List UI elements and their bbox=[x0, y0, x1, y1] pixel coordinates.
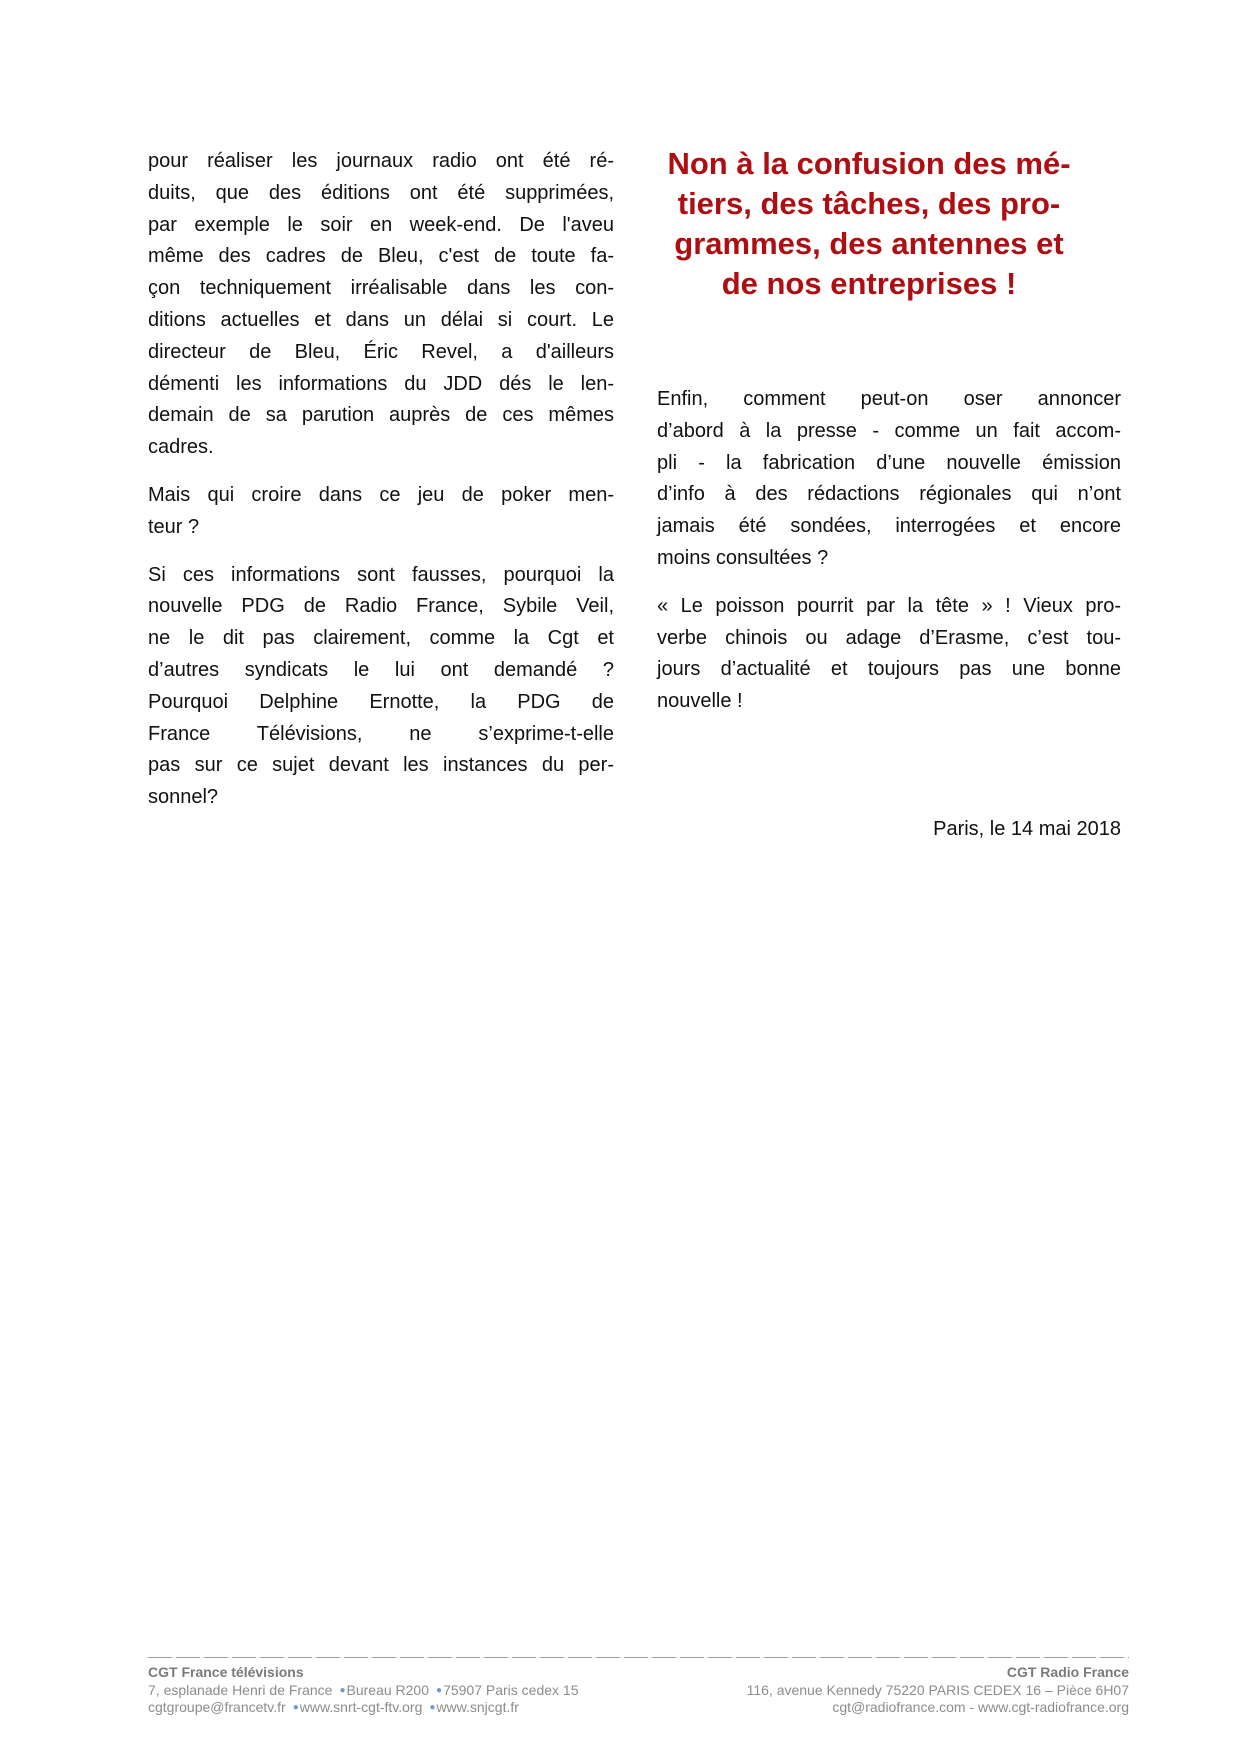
paragraph bbox=[148, 480, 614, 544]
paragraph bbox=[657, 384, 1121, 575]
text-line: France Télévisions, ne s’exprime-t-elle bbox=[148, 722, 614, 745]
text-line: ditions actuelles et dans un délai si court. Le bbox=[148, 308, 614, 331]
text-line: moins consultées ? bbox=[657, 546, 829, 569]
right-column-body bbox=[657, 384, 1121, 718]
text-line: cadres. bbox=[148, 436, 214, 459]
headline-line: de nos entreprises ! bbox=[721, 266, 1017, 301]
text-line: démenti les informations du JDD dés le len- bbox=[148, 372, 614, 395]
bullet-icon: ● bbox=[339, 1684, 346, 1696]
paragraph bbox=[148, 560, 614, 814]
text-line: sonnel? bbox=[148, 786, 219, 809]
text-line: « Le poisson pourrit par la tête » ! Vieux pro- bbox=[657, 594, 1121, 617]
headline bbox=[617, 144, 1121, 304]
text-line: Enfin, comment peut-on oser annoncer bbox=[657, 388, 1121, 410]
text-line: même des cadres de Bleu, c'est de toute fa- bbox=[148, 245, 614, 268]
text-line: directeur de Bleu, Éric Revel, a d'ailleurs bbox=[148, 340, 614, 363]
footer-left bbox=[148, 1664, 579, 1717]
text-line: demain de sa parution auprès de ces mêmes bbox=[148, 404, 614, 427]
text-line: jamais été sondées, interrogées et encore bbox=[657, 515, 1121, 538]
footer-segment: www.snjcgt.fr bbox=[436, 1699, 519, 1715]
text-line: duits, que des éditions ont été supprimées, bbox=[148, 181, 614, 204]
text-line: Mais qui croire dans ce jeu de poker men- bbox=[148, 483, 614, 506]
footer-left-title: CGT France télévisions bbox=[148, 1664, 304, 1680]
paragraph bbox=[657, 591, 1121, 718]
footer bbox=[148, 1657, 1129, 1717]
headline-line: Non à la confusion des mé- bbox=[667, 146, 1071, 181]
right-column bbox=[617, 144, 1121, 846]
bullet-icon: ● bbox=[429, 1702, 436, 1713]
footer-left-address bbox=[148, 1682, 579, 1700]
footer-segment: cgtgroupe@francetv.fr bbox=[148, 1699, 286, 1715]
text-line: çon techniquement irréalisable dans les con- bbox=[148, 277, 614, 300]
text-line: Si ces informations sont fausses, pourquoi la bbox=[148, 563, 614, 586]
text-line: jours d’actualité et toujours pas une bonne bbox=[657, 658, 1121, 681]
text-line: d’info à des rédactions régionales qui n’ont bbox=[657, 483, 1121, 506]
footer-right-title: CGT Radio France bbox=[1006, 1664, 1129, 1680]
footer-segment: www.snrt-cgt-ftv.org bbox=[299, 1699, 423, 1715]
text-line: d’autres syndicats le lui ont demandé ? bbox=[148, 658, 614, 681]
text-line: teur ? bbox=[148, 515, 200, 538]
text-line: ne le dit pas clairement, comme la Cgt et bbox=[148, 627, 614, 650]
footer-right-web: cgt@radiofrance.com - www.cgt-radiofrance.org bbox=[832, 1699, 1129, 1715]
headline-line: tiers, des tâches, des pro- bbox=[677, 186, 1061, 221]
text-line: nouvelle PDG de Radio France, Sybile Veil, bbox=[148, 595, 614, 618]
text-line: nouvelle ! bbox=[657, 690, 743, 713]
footer-rule bbox=[148, 1657, 1129, 1658]
paragraph bbox=[148, 146, 614, 464]
text-line: Pourquoi Delphine Ernotte, la PDG de bbox=[148, 690, 614, 713]
footer-right-address: 116, avenue Kennedy 75220 PARIS CEDEX 16 – Pièce 6H07 bbox=[746, 1681, 1129, 1698]
text-line: pour réaliser les journaux radio ont été ré- bbox=[148, 150, 614, 172]
headline-line: grammes, des antennes et bbox=[674, 226, 1064, 261]
bullet-icon: ● bbox=[292, 1702, 299, 1713]
left-column bbox=[148, 146, 614, 814]
dateline: Paris, le 14 mai 2018 bbox=[933, 817, 1121, 840]
bullet-icon: ● bbox=[436, 1684, 443, 1696]
text-line: pli - la fabrication d’une nouvelle émission bbox=[657, 451, 1121, 474]
text-line: pas sur ce sujet devant les instances du per- bbox=[148, 754, 614, 777]
text-line: par exemple le soir en week-end. De l'aveu bbox=[148, 213, 614, 236]
footer-segment: 7, esplanade Henri de France bbox=[148, 1681, 333, 1698]
footer-segment: Bureau R200 bbox=[346, 1681, 430, 1698]
footer-left-web bbox=[148, 1699, 579, 1717]
footer-segment: 75907 Paris cedex 15 bbox=[443, 1681, 579, 1698]
footer-right bbox=[747, 1664, 1129, 1717]
text-line: verbe chinois ou adage d’Erasme, c’est tou- bbox=[657, 626, 1121, 649]
text-line: d’abord à la presse - comme un fait accom- bbox=[657, 419, 1121, 442]
